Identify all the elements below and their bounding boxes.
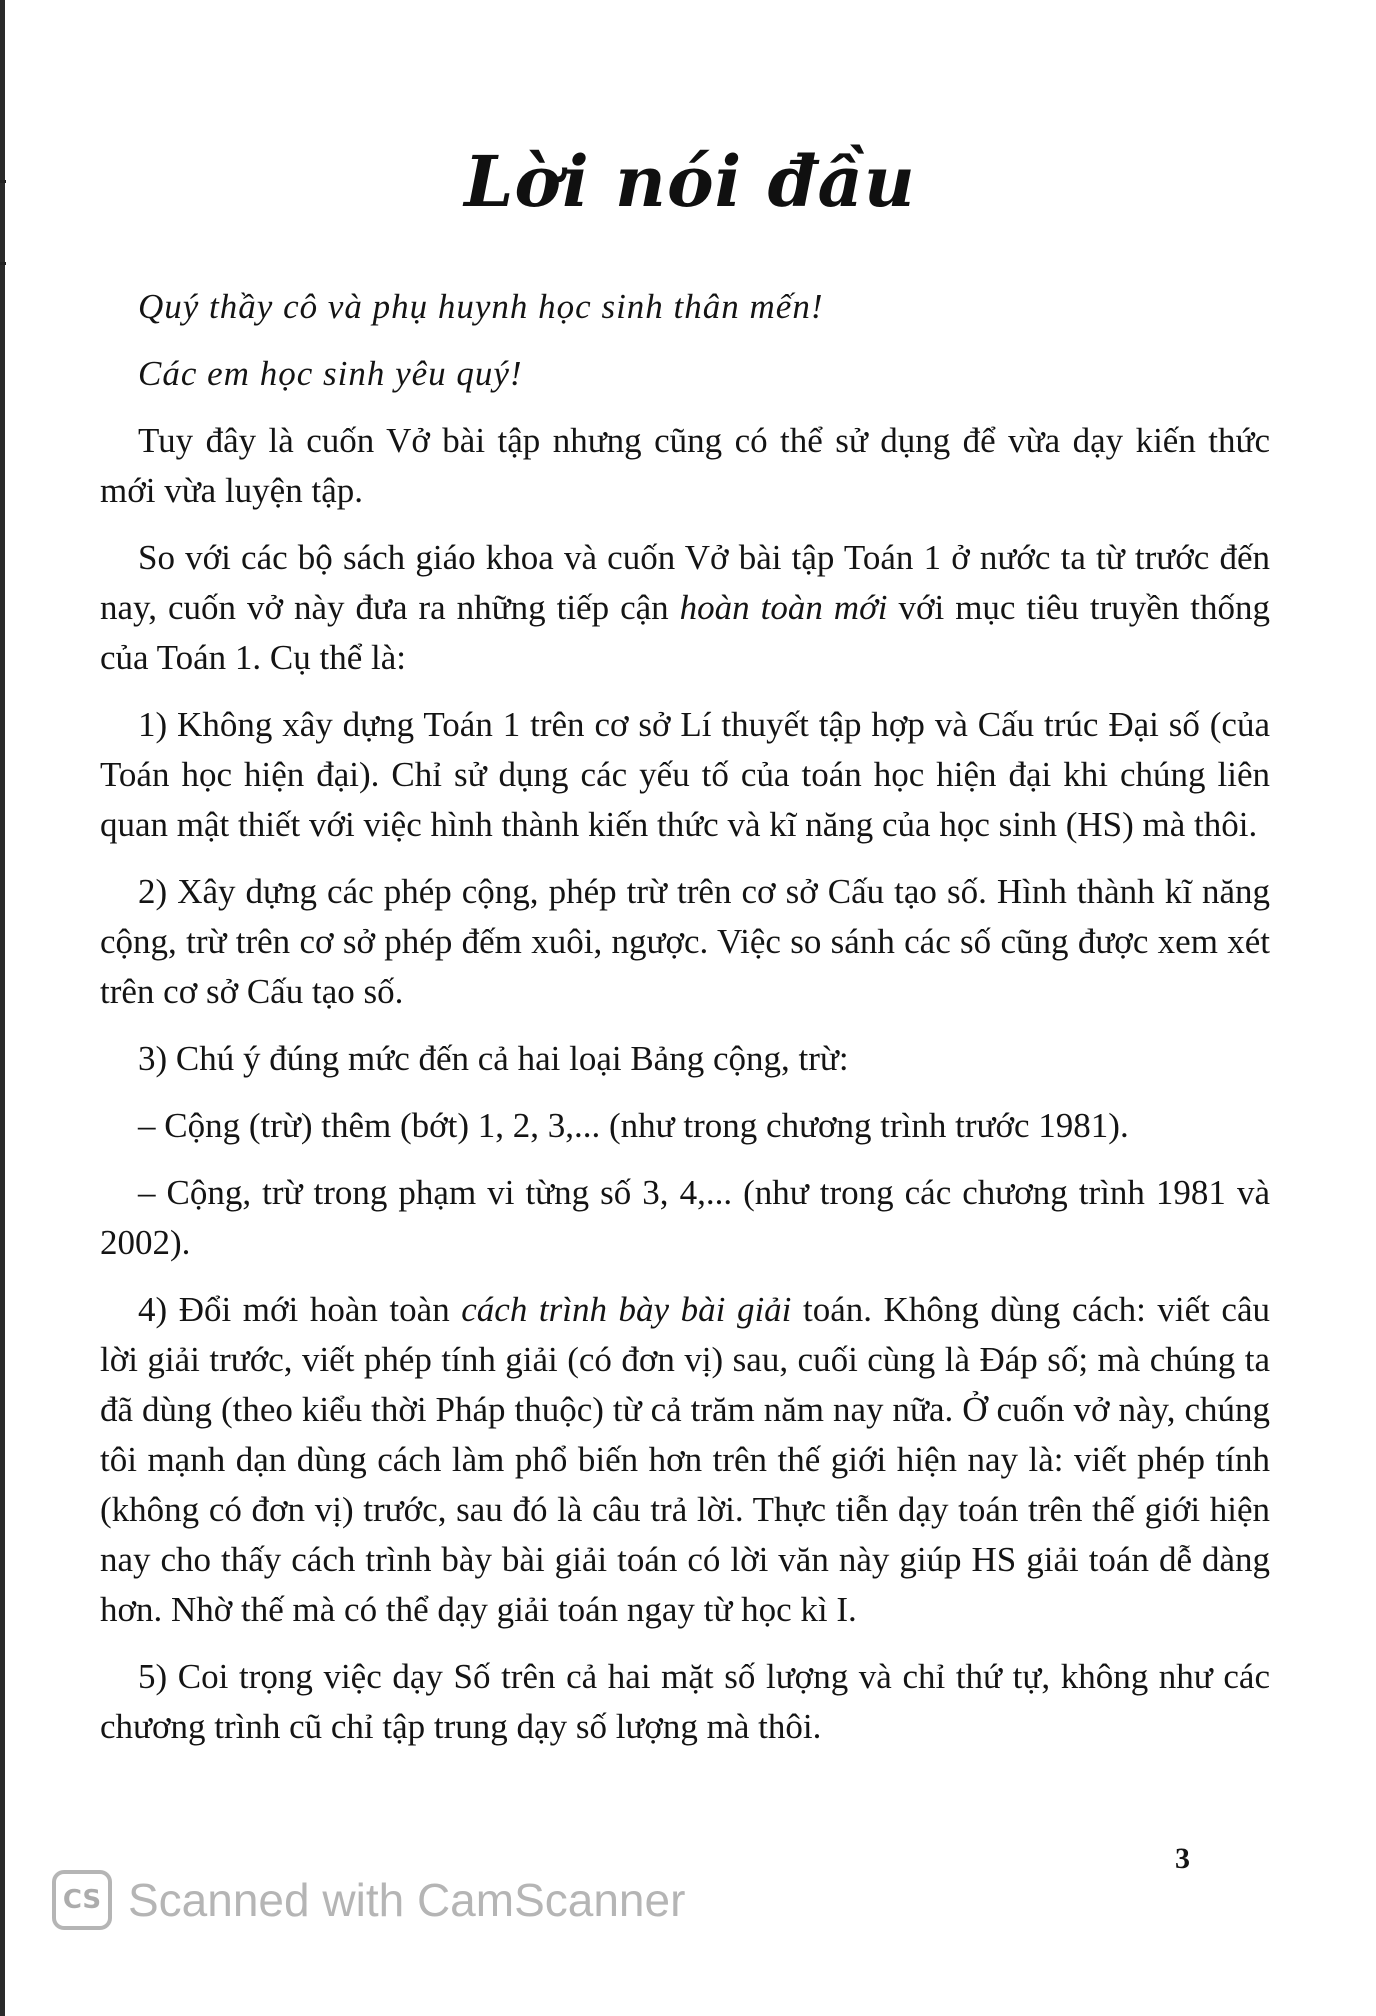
list-item-2: 2) Xây dựng các phép cộng, phép trừ trên cơ sở Cấu tạo số. Hình thành kĩ năng cộng, trừ trên cơ sở phép đếm xuôi, ngược. Việc so sánh các số cũng được xem xét trên cơ sở Cấu tạo số. <box>100 872 1270 1011</box>
page-title: Lời nói đầu <box>464 140 916 223</box>
salutation-teachers-parents: Quý thầy cô và phụ huynh học sinh thân mến! <box>138 287 824 326</box>
list-item-4-end: toán. Không dùng cách: viết câu lời giải trước, viết phép tính giải (có đơn vị) sau, cuối cùng là Đáp số; mà chúng ta đã dùng (theo kiểu thời Pháp thuộc) từ cả trăm năm nay nữa. Ở cuốn vở này, chúng tôi mạnh dạn dùng cách làm phổ biến hơn trên thế giới hiện nay là: viết phép tính (không có đơn vị) trước, sau đó là câu trả lời. Thực tiễn dạy toán trên thế giới hiện nay cho thấy cách trình bày bài giải toán có lời văn này giúp HS giải toán dễ dàng hơn. Nhờ thế mà có thể dạy giải toán ngay từ học kì I. <box>100 1290 1270 1629</box>
scan-left-edge <box>0 0 5 2016</box>
list-item-1: 1) Không xây dựng Toán 1 trên cơ sở Lí thuyết tập hợp và Cấu trúc Đại số (của Toán học hiện đại). Chỉ sử dụng các yếu tố của toán học hiện đại khi chúng liên quan mật thiết với việc hình thành kiến thức và kĩ năng của học sinh (HS) mà thôi. <box>100 705 1270 844</box>
camscanner-logo-icon: CS <box>52 1870 112 1930</box>
page-number: 3 <box>1175 1842 1190 1875</box>
document-page <box>100 0 1280 2016</box>
list-item-4-start: 4) Đổi mới hoàn toàn <box>138 1290 462 1329</box>
list-item-3: 3) Chú ý đúng mức đến cả hai loại Bảng cộng, trừ: <box>138 1039 849 1078</box>
paragraph-comparison-start: So với các bộ sách giáo khoa và cuốn Vở bài tập Toán 1 ở nước ta từ trước đến nay, cuốn vở này đưa ra những tiếp cận <box>100 538 1270 627</box>
scan-edge-mark <box>0 262 6 265</box>
list-item-5: 5) Coi trọng việc dạy Số trên cả hai mặt số lượng và chỉ thứ tự, không như các chương trình cũ chỉ tập trung dạy số lượng mà thôi. <box>100 1657 1270 1746</box>
watermark-text: Scanned with CamScanner <box>128 1874 686 1926</box>
list-item-4-emphasis: cách trình bày bài giải <box>461 1290 792 1329</box>
camscanner-watermark <box>52 1870 685 1930</box>
body-text <box>100 282 1270 1769</box>
list-item-3-dash-2: – Cộng, trừ trong phạm vi từng số 3, 4,... (như trong các chương trình 1981 và 2002). <box>100 1173 1270 1262</box>
list-item-3-dash-1: – Cộng (trừ) thêm (bớt) 1, 2, 3,... (như trong chương trình trước 1981). <box>138 1106 1129 1145</box>
paragraph-comparison <box>100 533 1270 683</box>
salutation-students: Các em học sinh yêu quý! <box>138 354 523 393</box>
paragraph-intro: Tuy đây là cuốn Vở bài tập nhưng cũng có thể sử dụng để vừa dạy kiến thức mới vừa luyện tập. <box>100 421 1270 510</box>
paragraph-comparison-emphasis: hoàn toàn mới <box>679 588 888 627</box>
scan-edge-mark <box>0 180 6 183</box>
list-item-4 <box>100 1285 1270 1635</box>
paragraph-comparison-end: với mục tiêu truyền thống của Toán 1. Cụ thể là: <box>100 588 1271 677</box>
